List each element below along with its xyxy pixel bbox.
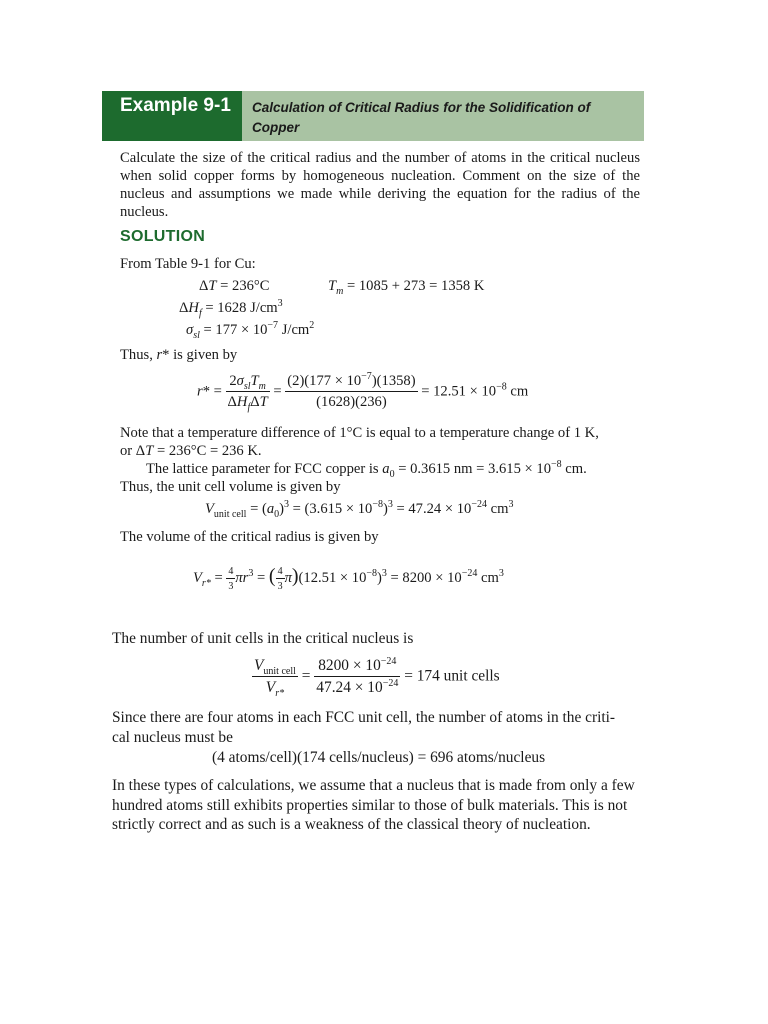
example-label: Example 9-1 (120, 95, 231, 116)
problem-statement: Calculate the size of the critical radius and the number of atoms in the critical nucleus when solid copper forms by homogeneous nucleation. Comment on the size of the nucleus and assumptions we made while deriving the equation for the radius of the nucleus. (120, 150, 640, 220)
r-star-fraction-symbolic: $\frac{2\sigma_{sl}T_m}{\Delta H_f\Delta T}$ (227, 373, 268, 413)
r-star-equation: r* = $\frac{2\sigma_{sl}T_m}{\Delta H_f\Delta T}$ = $\frac{(2)(177 \times 10^{-7})(1358)}{(1628)(236)}$ = $12.51 \times 10^{-8}$ cm (197, 371, 529, 413)
ratio-equation: $\frac{V_{unit cell}}{V_{r*}}$ = $\frac{8200 \times 10^{-24}}{47.24 \times 10^{-24}}$ = 174 unit cells (254, 655, 500, 700)
four-atoms-text: Since there are four atoms in each FCC unit cell, the number of atoms in the criti- cal nucleus must be (112, 709, 616, 746)
thus-r-text: Thus, r* is given by (120, 347, 238, 363)
conclusion-text: In these types of calculations, we assume that a nucleus that is made from only a few hundred atoms still exhibits properties similar to those of bulk materials. This is not strictly correct and as such is a weakness of the classical theory of nucleation. (112, 777, 635, 833)
delta-hf-equation: $\Delta H_f = 1628$ $J/cm^3$ (179, 298, 283, 319)
lattice-text: The lattice parameter for FCC copper is $a_0 = 0.3615$ nm = $3.615 \times 10^{-8}$ cm. (146, 459, 587, 480)
tm-equation: $T_m = 1085 + 273 = 1358$ K (328, 278, 485, 297)
ratio-fraction-volumes: $\frac{V_{unit cell}}{V_{r*}}$ (254, 657, 296, 700)
v-r-star-equation: $V_{r*}$ = $\frac{4}{3}$ $\pi r^3$ = ( $\frac{4}{3}$ $\pi)(12.51 \times 10^{-8})^3 = 8200 \times 10^{-24}$ $cm^3$ (193, 565, 504, 592)
v-unit-cell-equation: $V_{unit cell} = (a_0)^3 = (3.615 \times 10^{-8})^3 = 47.24 \times 10^{-24}$ $cm^3$ (205, 499, 514, 520)
thus-volume-text: Thus, the unit cell volume is given by (120, 479, 341, 495)
volume-critical-text: The volume of the critical radius is given by (120, 529, 379, 545)
note-text: Note that a temperature difference of 1°C is equal to a temperature change of 1 K, or ΔT = 236°C = 236 K. (120, 425, 599, 459)
solution-heading: SOLUTION (120, 228, 206, 245)
example-title: Calculation of Critical Radius for the Solidification of Copper (252, 100, 591, 135)
delta-t-equation: ΔT = 236°C (199, 278, 270, 294)
ratio-fraction-values: $\frac{8200 \times 10^{-24}}{47.24 \times 10^{-24}}$ (316, 655, 399, 696)
r-star-fraction-numeric: $\frac{(2)(177 \times 10^{-7})(1358)}{(1628)(236)}$ (287, 371, 416, 410)
num-unit-cells-text: The number of unit cells in the critical nucleus is (112, 630, 414, 647)
atoms-equation: (4 atoms/cell)(174 cells/nucleus) = 696 atoms/nucleus (212, 749, 546, 766)
from-table-text: From Table 9-1 for Cu: (120, 256, 256, 272)
sigma-equation: $\sigma_{sl} = 177 \times 10^{-7}$ $J/cm^2$ (186, 320, 315, 341)
